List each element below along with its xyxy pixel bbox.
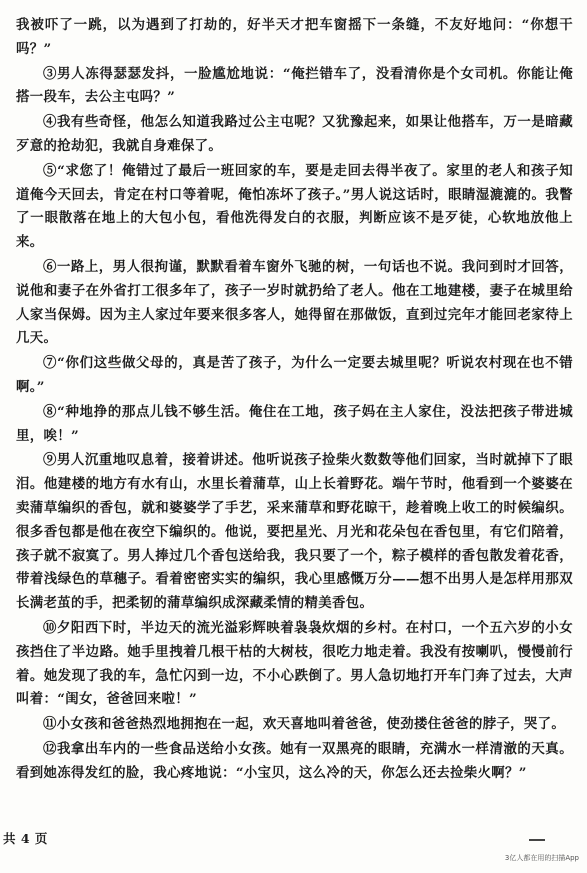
paragraph: ⑪小女孩和爸爸热烈地拥抱在一起，欢天喜地叫着爸爸，使劲搂住爸爸的脖子，哭了。 xyxy=(43,716,566,733)
scanner-logo-mark xyxy=(529,839,545,841)
paragraph: ③男人冻得瑟瑟发抖，一脸尴尬地说：“俺拦错车了，没看清你是个女司机。你能让俺搭一段车，去公主屯吗？” xyxy=(16,65,573,106)
paragraph: 我被吓了一跳，以为遇到了打劫的，好半天才把车窗摇下一条缝，不友好地问：“你想干吗？” xyxy=(16,17,573,57)
paragraph: ⑩夕阳西下时，半边天的流光溢彩辉映着袅袅炊烟的乡村。在村口，一个五六岁的小女孩挡住了半边路。她手里拽着几根干枯的大树枝，很吃力地走着。我没有按喇叭，慢慢前行着。她发现了我的车，急忙闪到一边，不小心跌倒了。男人急切地打开车门奔了过去，大声叫着：“闺女，爸爸回来啦！” xyxy=(16,619,573,708)
paragraph: ⑤“求您了！俺错过了最后一班回家的车，要是走回去得半夜了。家里的老人和孩子知道俺今天回去，肯定在村口等着呢，俺怕冻坏了孩子。”男人说这话时，眼睛湿漉漉的。我瞥了一眼散落在地上的大包小包，看他洗得发白的衣服，判断应该不是歹徒，心软地放他上来。 xyxy=(16,162,573,251)
paragraph: ⑦“你们这些做父母的，真是苦了孩子，为什么一定要去城里呢？听说农村现在也不错啊。” xyxy=(16,355,573,395)
paragraph: ⑫我拿出车内的一些食品送给小女孩。她有一双黑亮的眼睛，充满水一样清澈的天真。看到她冻得发红的脸，我心疼地说：“小宝贝，这么冷的天，你怎么还去捡柴火啊？” xyxy=(16,740,573,781)
paragraph: ⑥一路上，男人很拘谨，默默看着车窗外飞驰的树，一句话也不说。我问到时才回答，说他和妻子在外省打工很多年了，孩子一岁时就扔给了老人。他在工地建楼，妻子在城里给人家当保姆。因为主人家过年要来很多客人，她得留在那做饭，直到过完年才能回老家待上几天。 xyxy=(16,258,573,347)
paragraph: ⑨男人沉重地叹息着，接着讲述。他听说孩子捡柴火数数等他们回家，当时就掉下了眼泪。他建楼的地方有水有山，水里长着蒲草，山上长着野花。端午节时，他看到一个婆婆在卖蒲草编织的香包，就和婆婆学了手艺，采来蒲草和野花晾干，趁着晚上收工的时候编织。很多香包都是他在夜空下编织的。他说，要把星光、月光和花朵包在香包里，有它们陪着，孩子就不寂寞了。男人捧过几个香包送给我，我只要了一个，粽子模样的香包散发着花香，带着浅绿色的草穗子。看着密密实实的编织，我心里感慨万分——想不出男人是怎样用那双长满老茧的手，把柔韧的蒲草编织成深藏柔情的精美香包。 xyxy=(16,452,573,612)
article-body xyxy=(16,14,573,787)
scanner-watermark: 3亿人都在用的扫描App xyxy=(504,854,579,862)
paragraph: ⑧“种地挣的那点儿钱不够生活。俺住在工地，孩子妈在主人家住，没法把孩子带进城里，唉！” xyxy=(16,403,573,444)
paragraph: ④我有些奇怪，他怎么知道我路过公主屯呢？又犹豫起来，如果让他搭车，万一是暗藏歹意的抢劫犯，我就自身难保了。 xyxy=(16,114,573,154)
page-count-footer: 共 4 页 xyxy=(3,831,48,846)
